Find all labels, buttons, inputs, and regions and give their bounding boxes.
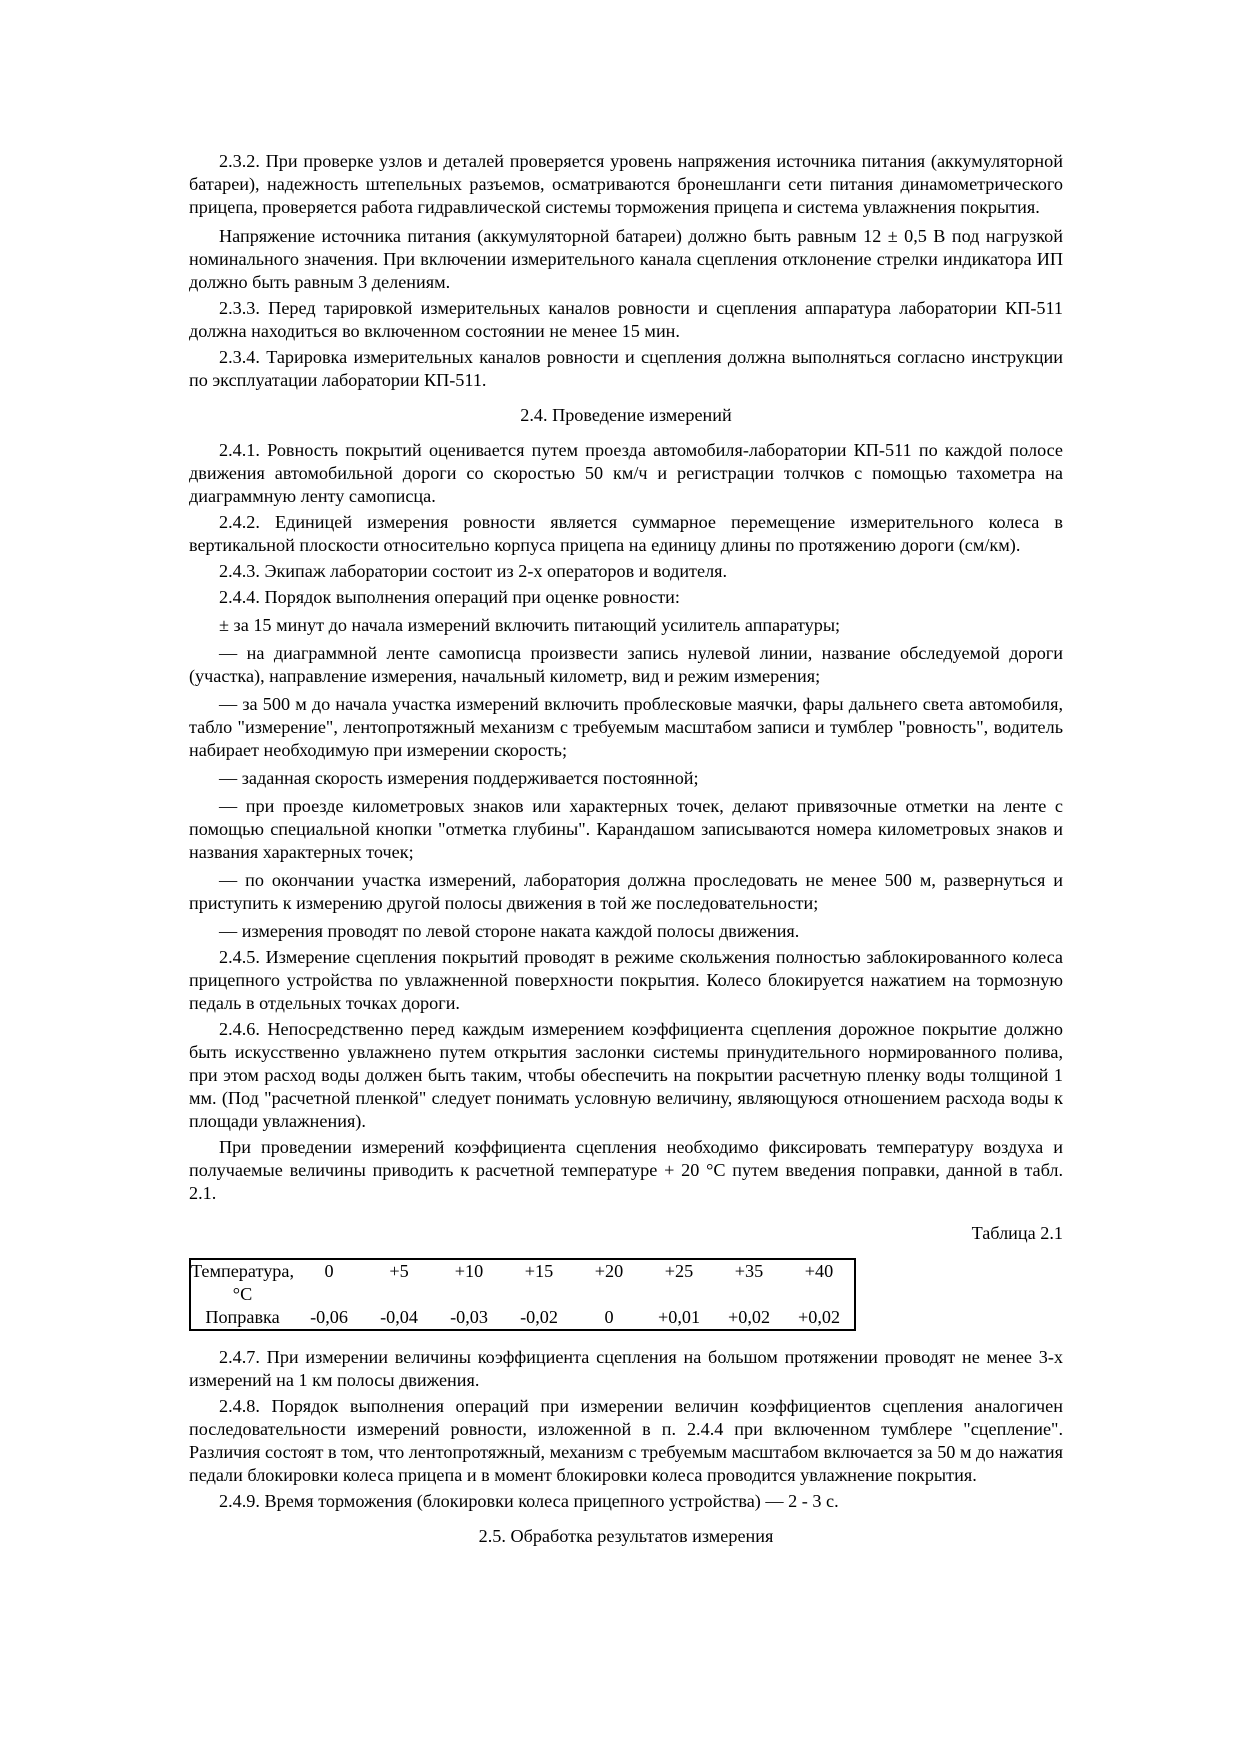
paragraph-2-4-1: 2.4.1. Ровность покрытий оценивается путем проезда автомобиля-лаборатории КП-511 по каждой полосе движения автомобильной дороги со скоростью 50 км/ч и регистрации толчков с помощью тахометра на диаграммную ленту самописца. xyxy=(189,440,1063,506)
list-item: — заданная скорость измерения поддерживается постоянной; xyxy=(219,768,699,788)
table-cell-correction-label: Поправка xyxy=(205,1307,280,1327)
list-item: — на диаграммной ленте самописца произвести запись нулевой линии, название обследуемой дороги (участка), направление измерения, начальный километр, вид и режим измерения; xyxy=(189,643,1063,686)
correction-table xyxy=(189,1258,856,1331)
table-cell: 0 xyxy=(324,1261,334,1281)
table-cell: +25 xyxy=(664,1261,694,1281)
table-caption: Таблица 2.1 xyxy=(971,1223,1063,1243)
paragraph-2-4-6: 2.4.6. Непосредственно перед каждым измерением коэффициента сцепления дорожное покрытие должно быть искусственно увлажнено путем открытия заслонки системы принудительного нормированного полива, при этом расход воды должен быть таким, чтобы обеспечить на покрытии расчетную пленку воды толщиной 1 мм. (Под "расчетной пленкой" следует понимать условную величину, являющуюся отношением расхода воды к площади увлажнения). xyxy=(189,1019,1063,1131)
table-cell: +40 xyxy=(804,1261,834,1281)
list-item: ± за 15 минут до начала измерений включить питающий усилитель аппаратуры; xyxy=(219,615,841,635)
table-cell: +15 xyxy=(524,1261,554,1281)
list-item: — при проезде километровых знаков или характерных точек, делают привязочные отметки на ленте с помощью специальной кнопки "отметка глубины". Карандашом записываются номера километровых знаков и названия характерных точек; xyxy=(189,796,1063,862)
document-page xyxy=(189,150,1063,1560)
section-heading-2-4: 2.4. Проведение измерений xyxy=(520,405,732,425)
paragraph-2-4-5: 2.4.5. Измерение сцепления покрытий проводят в режиме скольжения полностью заблокированного колеса прицепного устройства по увлажненной поверхности покрытия. Колесо блокируется нажатием на тормозную педаль в отдельных точках дороги. xyxy=(189,947,1063,1013)
table-cell: +0,02 xyxy=(727,1307,771,1327)
table-cell: -0,03 xyxy=(450,1307,488,1327)
table-cell: +10 xyxy=(454,1261,484,1281)
paragraph-voltage: Напряжение источника питания (аккумуляторной батареи) должно быть равным 12 ± 0,5 В под нагрузкой номинального значения. При включении измерительного канала сцепления отклонение стрелки индикатора ИП должно быть равным 3 делениям. xyxy=(189,226,1063,292)
paragraph-2-4-8: 2.4.8. Порядок выполнения операций при измерении величин коэффициентов сцепления аналогичен последовательности измерений ровности, изложенной в п. 2.4.4 при включенном тумблере "сцепление". Различия состоят в том, что лентопротяжный, механизм с требуемым масштабом включается за 50 м до нажатия педали блокировки колеса прицепа и в момент блокировки колеса проводится увлажнение покрытия. xyxy=(189,1396,1063,1485)
table-cell-temperature-label: Температура, °С xyxy=(191,1261,295,1304)
list-item: — за 500 м до начала участка измерений включить проблесковые маячки, фары дальнего света автомобиля, табло "измерение", лентопротяжный механизм с требуемым масштабом записи и тумблер "ровность", водитель набирает необходимую при измерении скорость; xyxy=(189,694,1063,760)
table-row xyxy=(190,1259,855,1306)
paragraph-2-4-4: 2.4.4. Порядок выполнения операций при оценке ровности: xyxy=(219,587,680,607)
table-cell: +35 xyxy=(734,1261,764,1281)
table-cell: +20 xyxy=(594,1261,624,1281)
paragraph-2-4-2: 2.4.2. Единицей измерения ровности является суммарное перемещение измерительного колеса в вертикальной плоскости относительно корпуса прицепа на единицу длины по протяжению дороги (см/км). xyxy=(189,512,1063,555)
paragraph-2-3-3: 2.3.3. Перед тарировкой измерительных каналов ровности и сцепления аппаратура лаборатории КП-511 должна находиться во включенном состоянии не менее 15 мин. xyxy=(189,298,1063,341)
list-item: — по окончании участка измерений, лаборатория должна проследовать не менее 500 м, развернуться и приступить к измерению другой полосы движения в той же последовательности; xyxy=(189,870,1063,913)
table-cell: +5 xyxy=(389,1261,409,1281)
section-heading-2-5: 2.5. Обработка результатов измерения xyxy=(478,1526,774,1546)
paragraph-2-3-4: 2.3.4. Тарировка измерительных каналов ровности и сцепления должна выполняться согласно инструкции по эксплуатации лаборатории КП-511. xyxy=(189,347,1063,390)
table-row xyxy=(190,1306,855,1330)
paragraph-2-4-9: 2.4.9. Время торможения (блокировки колеса прицепного устройства) — 2 - 3 с. xyxy=(219,1491,839,1511)
table-cell: +0,02 xyxy=(797,1307,841,1327)
paragraph-2-4-7: 2.4.7. При измерении величины коэффициента сцепления на большом протяжении проводят не менее 3-х измерений на 1 км полосы движения. xyxy=(189,1347,1063,1390)
table-cell: -0,04 xyxy=(380,1307,418,1327)
paragraph-temperature-correction: При проведении измерений коэффициента сцепления необходимо фиксировать температуру воздуха и получаемые величины приводить к расчетной температуре + 20 °С путем введения поправки, данной в табл. 2.1. xyxy=(189,1137,1063,1203)
table-cell: -0,02 xyxy=(520,1307,558,1327)
table-cell: 0 xyxy=(604,1307,614,1327)
table-cell: +0,01 xyxy=(657,1307,701,1327)
paragraph-2-3-2: 2.3.2. При проверке узлов и деталей проверяется уровень напряжения источника питания (аккумуляторной батареи), надежность штепельных разъемов, осматриваются бронешланги сети питания динамометрического прицепа, проверяется работа гидравлической системы торможения прицепа и система увлажнения покрытия. xyxy=(189,151,1063,217)
table-cell: -0,06 xyxy=(310,1307,348,1327)
list-item: — измерения проводят по левой стороне наката каждой полосы движения. xyxy=(219,921,800,941)
paragraph-2-4-3: 2.4.3. Экипаж лаборатории состоит из 2-х операторов и водителя. xyxy=(219,561,728,581)
